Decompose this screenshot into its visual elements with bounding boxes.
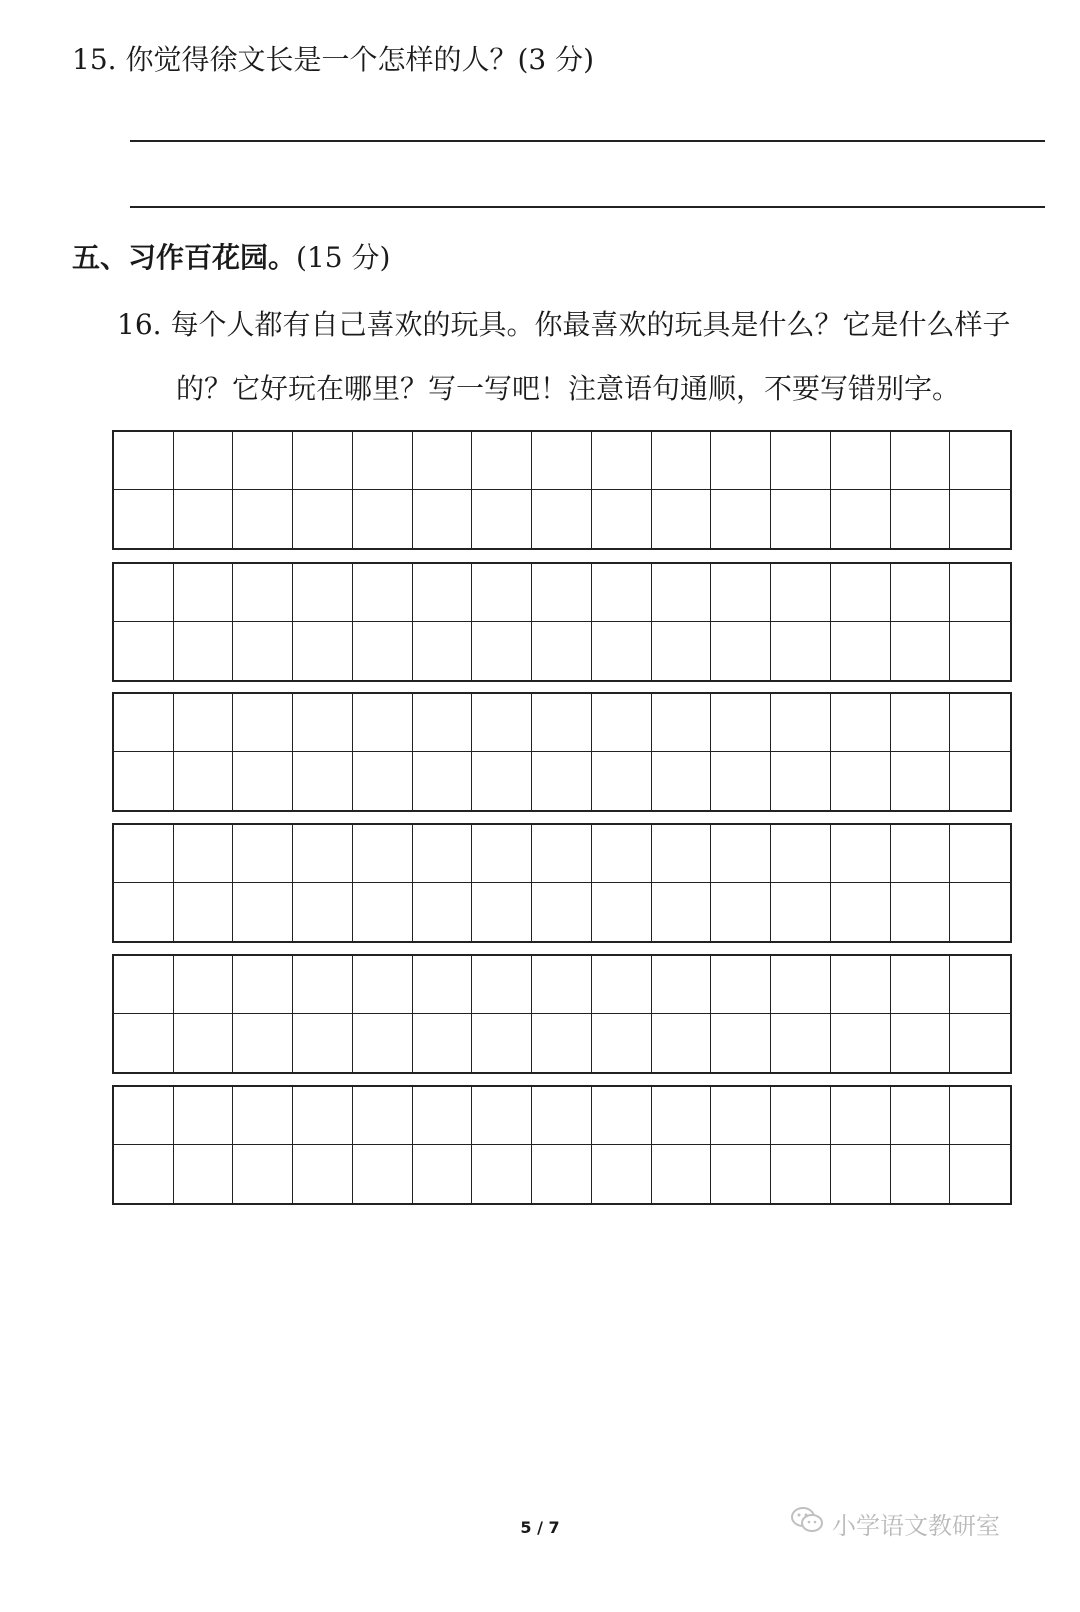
section-5-score: (15 分)	[296, 241, 391, 274]
writing-cell[interactable]	[891, 694, 951, 752]
writing-cell[interactable]	[174, 1087, 234, 1145]
writing-cell[interactable]	[413, 1014, 473, 1072]
writing-cell[interactable]	[652, 752, 712, 810]
writing-cell[interactable]	[114, 1087, 174, 1145]
question-15-text: 你觉得徐文长是一个怎样的人？(3 分)	[125, 43, 595, 76]
writing-cell[interactable]	[771, 883, 831, 941]
watermark	[790, 1505, 1000, 1541]
writing-cell[interactable]	[413, 752, 473, 810]
writing-cell[interactable]	[293, 432, 353, 490]
writing-cell[interactable]	[293, 694, 353, 752]
writing-cell[interactable]	[413, 432, 473, 490]
writing-cell[interactable]	[353, 956, 413, 1014]
writing-cell[interactable]	[711, 564, 771, 622]
answer-line-1[interactable]	[130, 140, 1045, 142]
writing-cell[interactable]	[711, 694, 771, 752]
writing-cell[interactable]	[472, 956, 532, 1014]
writing-cell[interactable]	[233, 825, 293, 883]
writing-cell[interactable]	[114, 694, 174, 752]
writing-cell[interactable]	[114, 1145, 174, 1203]
writing-cell[interactable]	[771, 622, 831, 680]
writing-cell[interactable]	[831, 1087, 891, 1145]
writing-cell[interactable]	[174, 432, 234, 490]
writing-cell[interactable]	[174, 490, 234, 548]
writing-cell[interactable]	[592, 432, 652, 490]
writing-cell[interactable]	[174, 1145, 234, 1203]
writing-cell[interactable]	[950, 694, 1010, 752]
writing-cell[interactable]	[353, 825, 413, 883]
writing-cell[interactable]	[353, 1087, 413, 1145]
writing-cell[interactable]	[532, 883, 592, 941]
writing-cell[interactable]	[652, 1087, 712, 1145]
writing-cell[interactable]	[413, 825, 473, 883]
question-16-text-2: 的？它好玩在哪里？写一写吧！注意语句通顺，不要写错别字。	[176, 372, 961, 405]
writing-cell[interactable]	[353, 490, 413, 548]
page-number: 5 / 7	[520, 1518, 560, 1537]
writing-cell[interactable]	[771, 1014, 831, 1072]
writing-cell[interactable]	[831, 564, 891, 622]
writing-grid-block	[112, 562, 1012, 682]
writing-cell[interactable]	[114, 564, 174, 622]
writing-cell[interactable]	[532, 564, 592, 622]
writing-cell[interactable]	[353, 432, 413, 490]
writing-cell[interactable]	[293, 564, 353, 622]
writing-cell[interactable]	[353, 1145, 413, 1203]
writing-cell[interactable]	[711, 432, 771, 490]
writing-cell[interactable]	[831, 825, 891, 883]
writing-cell[interactable]	[592, 752, 652, 810]
writing-cell[interactable]	[114, 956, 174, 1014]
writing-cell[interactable]	[891, 564, 951, 622]
writing-cell[interactable]	[711, 622, 771, 680]
writing-cell[interactable]	[413, 564, 473, 622]
writing-cell[interactable]	[831, 694, 891, 752]
writing-cell[interactable]	[891, 825, 951, 883]
writing-cell[interactable]	[771, 956, 831, 1014]
writing-cell[interactable]	[950, 432, 1010, 490]
writing-cell[interactable]	[293, 490, 353, 548]
writing-cell[interactable]	[353, 883, 413, 941]
writing-cell[interactable]	[472, 1087, 532, 1145]
writing-cell[interactable]	[233, 1014, 293, 1072]
writing-cell[interactable]	[891, 1014, 951, 1072]
writing-grid-block	[112, 823, 1012, 943]
writing-cell[interactable]	[353, 694, 413, 752]
writing-cell[interactable]	[891, 1087, 951, 1145]
writing-cell[interactable]	[532, 432, 592, 490]
question-16-line-2	[176, 369, 960, 409]
writing-cell[interactable]	[233, 432, 293, 490]
writing-cell[interactable]	[711, 956, 771, 1014]
writing-cell[interactable]	[831, 1014, 891, 1072]
writing-cell[interactable]	[293, 1014, 353, 1072]
watermark-text: 小学语文教研室	[832, 1511, 1000, 1540]
writing-cell[interactable]	[532, 1014, 592, 1072]
writing-cell[interactable]	[652, 1014, 712, 1072]
writing-cell[interactable]	[532, 752, 592, 810]
writing-cell[interactable]	[652, 490, 712, 548]
writing-cell[interactable]	[293, 752, 353, 810]
writing-cell[interactable]	[950, 825, 1010, 883]
writing-cell[interactable]	[233, 694, 293, 752]
writing-cell[interactable]	[233, 752, 293, 810]
writing-cell[interactable]	[293, 1145, 353, 1203]
writing-cell[interactable]	[592, 883, 652, 941]
writing-cell[interactable]	[711, 490, 771, 548]
writing-cell[interactable]	[711, 1087, 771, 1145]
writing-cell[interactable]	[413, 622, 473, 680]
writing-cell[interactable]	[114, 490, 174, 548]
writing-cell[interactable]	[532, 694, 592, 752]
writing-cell[interactable]	[114, 622, 174, 680]
writing-cell[interactable]	[472, 752, 532, 810]
question-15	[72, 40, 594, 80]
writing-cell[interactable]	[592, 956, 652, 1014]
writing-cell[interactable]	[293, 825, 353, 883]
writing-grid-block	[112, 692, 1012, 812]
writing-cell[interactable]	[891, 956, 951, 1014]
writing-cell[interactable]	[114, 1014, 174, 1072]
writing-cell[interactable]	[950, 1145, 1010, 1203]
writing-cell[interactable]	[652, 1145, 712, 1203]
writing-cell[interactable]	[891, 1145, 951, 1203]
writing-cell[interactable]	[950, 490, 1010, 548]
writing-cell[interactable]	[472, 694, 532, 752]
writing-cell[interactable]	[413, 883, 473, 941]
writing-cell[interactable]	[711, 752, 771, 810]
writing-cell[interactable]	[592, 1087, 652, 1145]
writing-cell[interactable]	[174, 752, 234, 810]
writing-cell[interactable]	[233, 1087, 293, 1145]
writing-cell[interactable]	[114, 825, 174, 883]
writing-cell[interactable]	[532, 1145, 592, 1203]
writing-cell[interactable]	[174, 564, 234, 622]
writing-cell[interactable]	[592, 1145, 652, 1203]
writing-cell[interactable]	[293, 883, 353, 941]
writing-cell[interactable]	[532, 490, 592, 548]
writing-cell[interactable]	[771, 1087, 831, 1145]
writing-cell[interactable]	[831, 432, 891, 490]
writing-cell[interactable]	[532, 622, 592, 680]
writing-cell[interactable]	[233, 1145, 293, 1203]
writing-cell[interactable]	[950, 1087, 1010, 1145]
writing-cell[interactable]	[592, 622, 652, 680]
writing-cell[interactable]	[592, 1014, 652, 1072]
writing-cell[interactable]	[592, 490, 652, 548]
writing-cell[interactable]	[652, 564, 712, 622]
section-5-heading	[72, 238, 390, 278]
writing-grid-block	[112, 1085, 1012, 1205]
writing-cell[interactable]	[771, 752, 831, 810]
writing-grid-block	[112, 430, 1012, 550]
writing-cell[interactable]	[353, 622, 413, 680]
writing-cell[interactable]	[891, 752, 951, 810]
writing-cell[interactable]	[114, 752, 174, 810]
wechat-icon	[790, 1505, 824, 1541]
writing-cell[interactable]	[472, 825, 532, 883]
writing-cell[interactable]	[174, 1014, 234, 1072]
writing-cell[interactable]	[950, 752, 1010, 810]
writing-cell[interactable]	[652, 694, 712, 752]
writing-cell[interactable]	[771, 564, 831, 622]
writing-cell[interactable]	[592, 694, 652, 752]
question-16-text-1: 每个人都有自己喜欢的玩具。你最喜欢的玩具是什么？它是什么样子	[170, 308, 1011, 341]
writing-cell[interactable]	[293, 622, 353, 680]
writing-cell[interactable]	[950, 564, 1010, 622]
writing-cell[interactable]	[532, 825, 592, 883]
writing-cell[interactable]	[891, 432, 951, 490]
writing-cell[interactable]	[174, 694, 234, 752]
writing-cell[interactable]	[293, 956, 353, 1014]
writing-cell[interactable]	[174, 883, 234, 941]
writing-cell[interactable]	[233, 622, 293, 680]
writing-cell[interactable]	[652, 432, 712, 490]
writing-cell[interactable]	[771, 694, 831, 752]
writing-cell[interactable]	[413, 694, 473, 752]
writing-cell[interactable]	[233, 564, 293, 622]
writing-cell[interactable]	[472, 883, 532, 941]
writing-cell[interactable]	[592, 825, 652, 883]
writing-cell[interactable]	[831, 1145, 891, 1203]
writing-cell[interactable]	[652, 825, 712, 883]
writing-cell[interactable]	[831, 956, 891, 1014]
writing-cell[interactable]	[114, 432, 174, 490]
writing-cell[interactable]	[652, 622, 712, 680]
writing-cell[interactable]	[652, 956, 712, 1014]
writing-cell[interactable]	[413, 1087, 473, 1145]
writing-cell[interactable]	[711, 883, 771, 941]
writing-cell[interactable]	[532, 1087, 592, 1145]
writing-cell[interactable]	[950, 1014, 1010, 1072]
writing-cell[interactable]	[771, 1145, 831, 1203]
answer-line-2[interactable]	[130, 206, 1045, 208]
writing-cell[interactable]	[831, 752, 891, 810]
writing-cell[interactable]	[353, 564, 413, 622]
writing-cell[interactable]	[472, 490, 532, 548]
writing-cell[interactable]	[950, 622, 1010, 680]
writing-cell[interactable]	[891, 883, 951, 941]
writing-cell[interactable]	[771, 825, 831, 883]
writing-cell[interactable]	[950, 883, 1010, 941]
writing-cell[interactable]	[174, 825, 234, 883]
writing-cell[interactable]	[950, 956, 1010, 1014]
question-16-number: 16.	[117, 308, 162, 341]
writing-cell[interactable]	[472, 564, 532, 622]
writing-cell[interactable]	[472, 432, 532, 490]
writing-cell[interactable]	[472, 1145, 532, 1203]
writing-cell[interactable]	[711, 1145, 771, 1203]
writing-cell[interactable]	[891, 622, 951, 680]
writing-cell[interactable]	[174, 622, 234, 680]
writing-cell[interactable]	[532, 956, 592, 1014]
writing-cell[interactable]	[771, 432, 831, 490]
writing-cell[interactable]	[293, 1087, 353, 1145]
writing-cell[interactable]	[711, 825, 771, 883]
writing-cell[interactable]	[472, 1014, 532, 1072]
writing-cell[interactable]	[771, 490, 831, 548]
writing-cell[interactable]	[353, 752, 413, 810]
writing-cell[interactable]	[174, 956, 234, 1014]
question-16-line-1	[117, 305, 1010, 345]
writing-cell[interactable]	[652, 883, 712, 941]
writing-cell[interactable]	[472, 622, 532, 680]
writing-cell[interactable]	[114, 883, 174, 941]
section-5-title: 五、习作百花园。	[72, 241, 297, 274]
writing-grid-block	[112, 954, 1012, 1074]
writing-cell[interactable]	[233, 490, 293, 548]
writing-cell[interactable]	[413, 490, 473, 548]
writing-cell[interactable]	[831, 883, 891, 941]
writing-cell[interactable]	[891, 490, 951, 548]
question-15-number: 15.	[72, 43, 117, 76]
writing-cell[interactable]	[413, 956, 473, 1014]
writing-cell[interactable]	[353, 1014, 413, 1072]
writing-cell[interactable]	[831, 622, 891, 680]
writing-cell[interactable]	[413, 1145, 473, 1203]
writing-cell[interactable]	[711, 1014, 771, 1072]
writing-cell[interactable]	[831, 490, 891, 548]
writing-cell[interactable]	[233, 883, 293, 941]
writing-cell[interactable]	[592, 564, 652, 622]
writing-cell[interactable]	[233, 956, 293, 1014]
